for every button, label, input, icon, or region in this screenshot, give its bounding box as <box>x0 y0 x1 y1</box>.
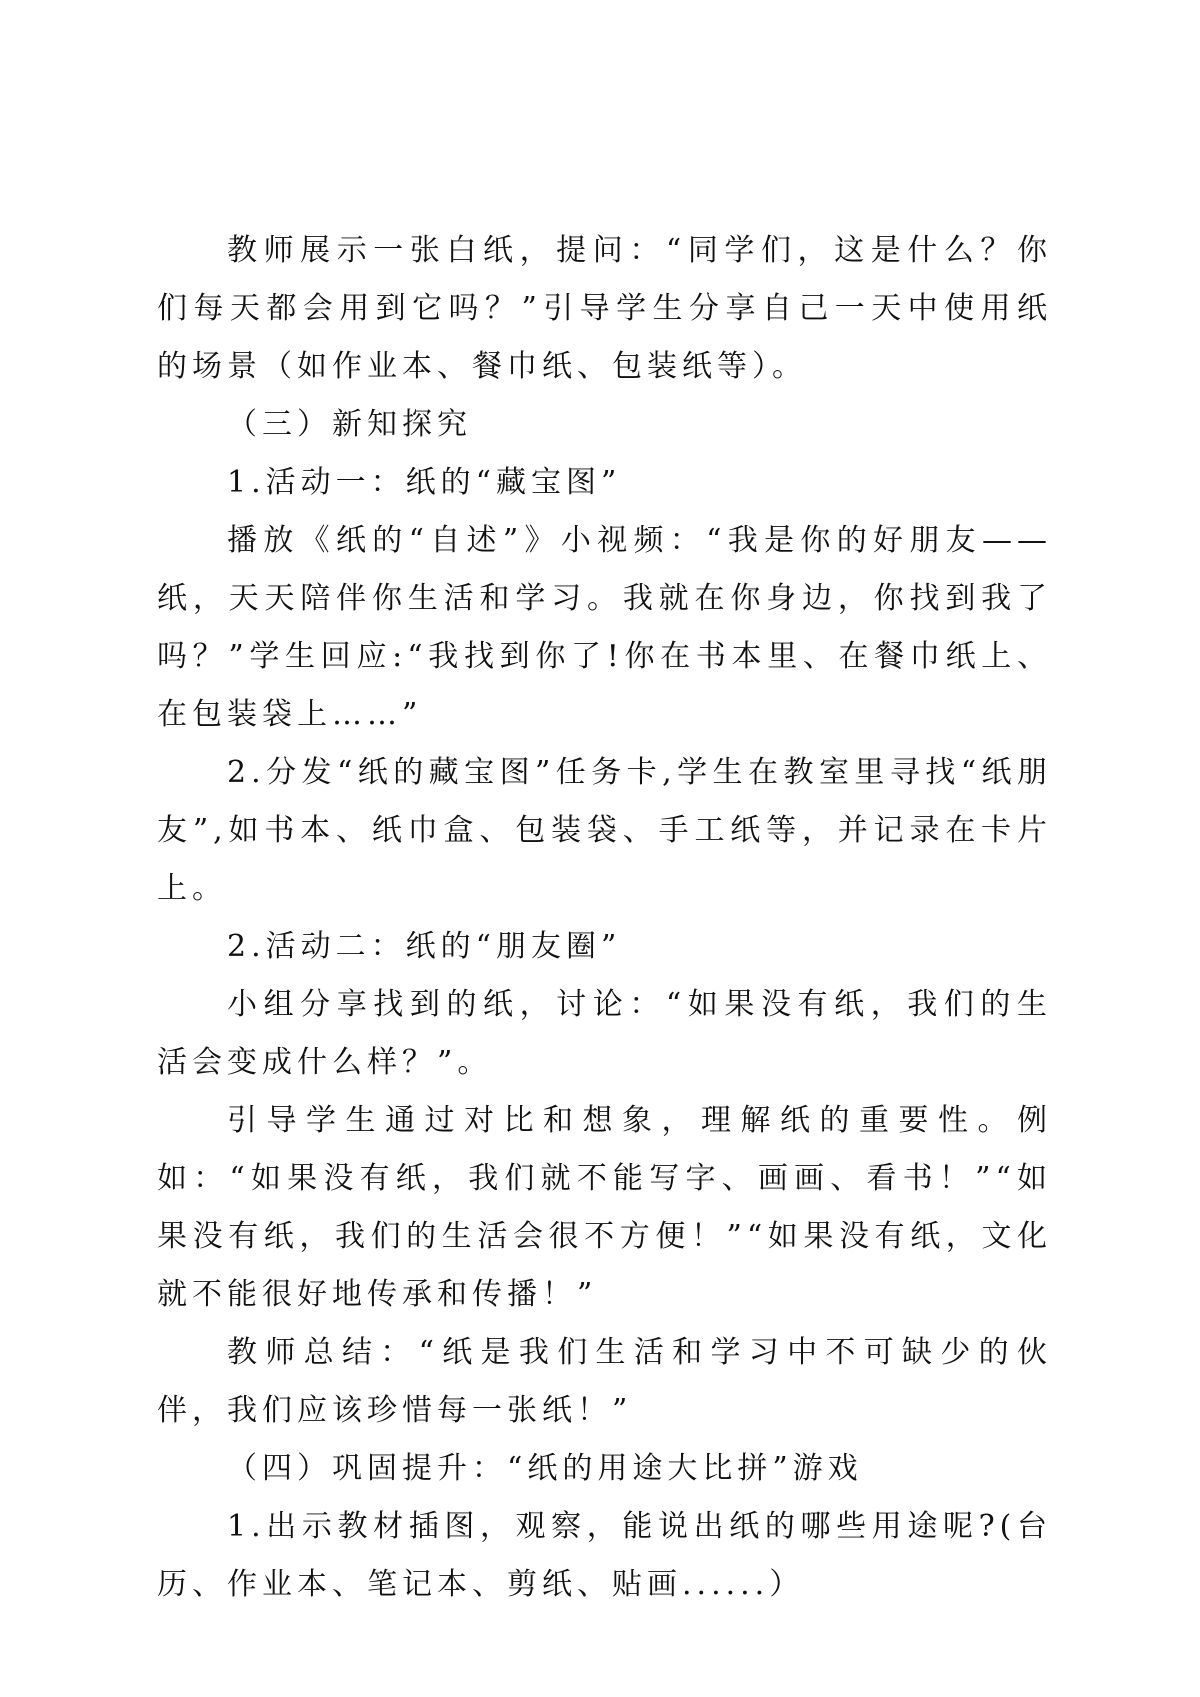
paragraph-textbook-uses: 1.出示教材插图，观察，能说出纸的哪些用途呢?(台历、作业本、笔记本、剪纸、贴画......） <box>157 1509 1052 1602</box>
paragraph-intro: 教师展示一张白纸，提问：“同学们，这是什么？你们每天都会用到它吗？”引导学生分享自己一天中使用纸的场景（如作业本、餐巾纸、包装纸等）。 <box>157 233 1052 384</box>
paragraph-group-share: 小组分享找到的纸，讨论：“如果没有纸，我们的生活会变成什么样？”。 <box>157 987 1052 1080</box>
section-heading-consolidate: （四）巩固提升：“纸的用途大比拼”游戏 <box>227 1451 863 1486</box>
paragraph-teacher-summary: 教师总结：“纸是我们生活和学习中不可缺少的伙伴，我们应该珍惜每一张纸！” <box>157 1335 1052 1428</box>
document-body <box>157 222 1052 1614</box>
section-heading-new-knowledge: （三）新知探究 <box>227 407 472 442</box>
paragraph-video: 播放《纸的“自述”》小视频：“我是你的好朋友——纸，天天陪伴你生活和学习。我就在你身边，你找到我了吗？”学生回应:“我找到你了!你在书本里、在餐巾纸上、在包装袋上……” <box>157 523 1052 732</box>
paragraph-guide: 引导学生通过对比和想象，理解纸的重要性。例如：“如果没有纸，我们就不能写字、画画、看书！”“如果没有纸，我们的生活会很不方便！”“如果没有纸，文化就不能很好地传承和传播！” <box>157 1103 1052 1312</box>
activity-two-heading: 2.活动二：纸的“朋友圈” <box>227 929 622 964</box>
paragraph-task-card: 2.分发“纸的藏宝图”任务卡,学生在教室里寻找“纸朋友”,如书本、纸巾盒、包装袋、手工纸等，并记录在卡片上。 <box>157 755 1052 906</box>
activity-one-heading: 1.活动一：纸的“藏宝图” <box>227 465 622 500</box>
